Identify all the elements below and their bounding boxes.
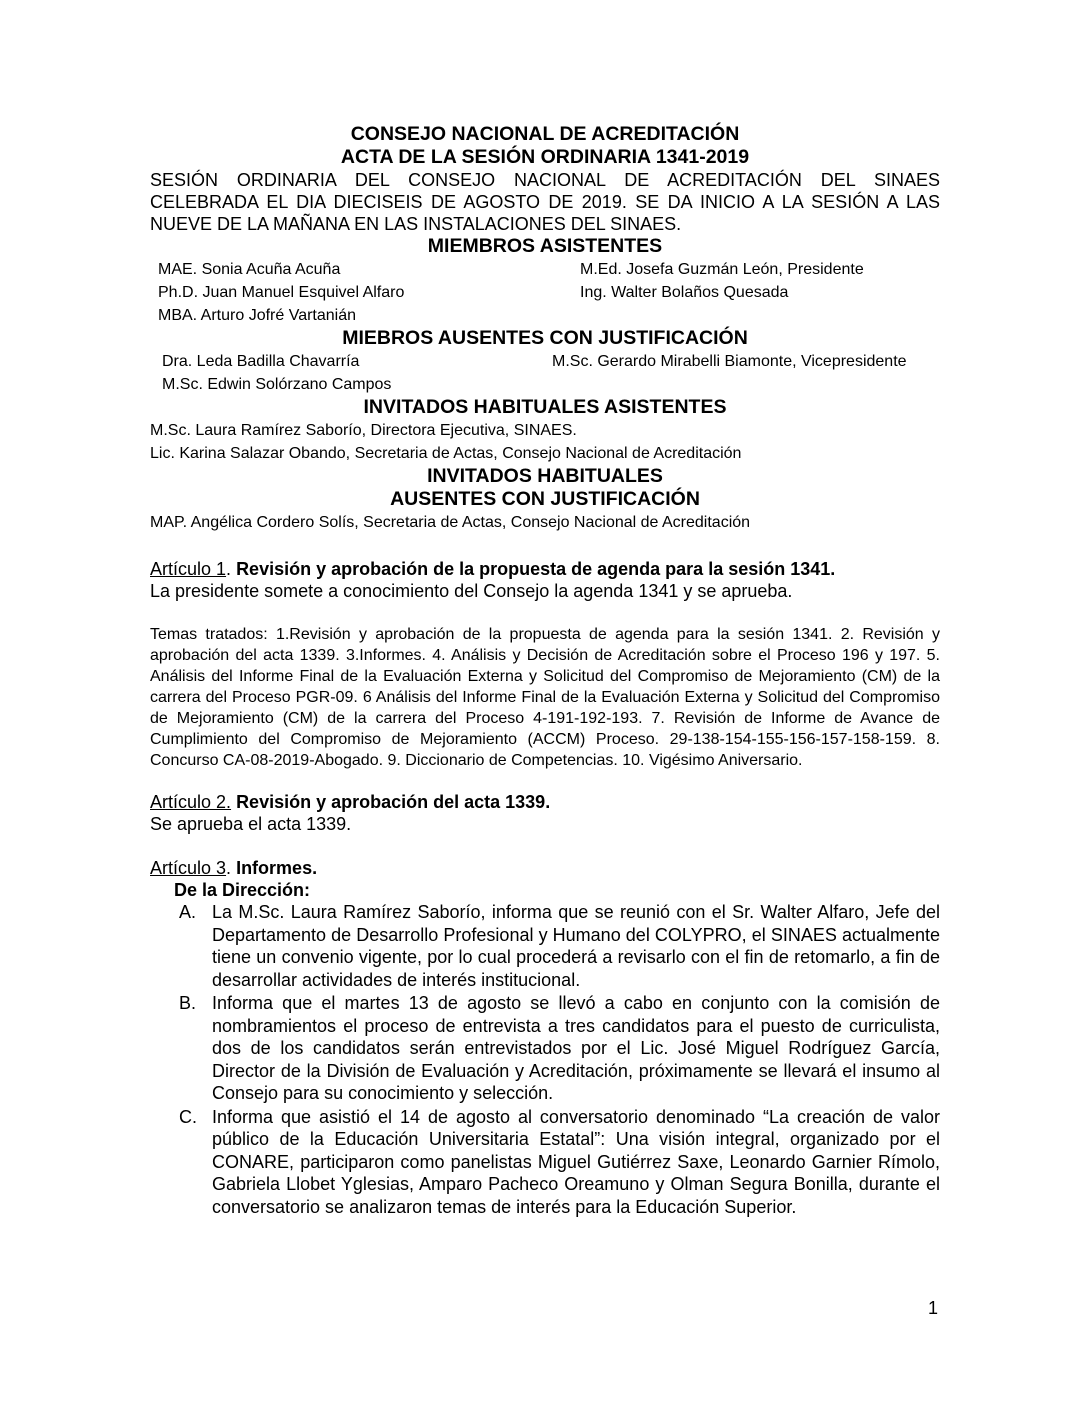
guests-present-list bbox=[150, 419, 940, 465]
guests-present-heading: INVITADOS HABITUALES ASISTENTES bbox=[363, 396, 727, 418]
item-marker: B. bbox=[179, 993, 197, 1013]
member-name: M.Sc. Edwin Solórzano Campos bbox=[162, 376, 392, 393]
present-heading: MIEMBROS ASISTENTES bbox=[427, 235, 663, 257]
guest-name: M.Sc. Laura Ramírez Saborío, Directora Ejecutiva, SINAES. bbox=[150, 422, 577, 439]
article-2-heading bbox=[150, 791, 940, 813]
guests-absent-heading-2: AUSENTES CON JUSTIFICACIÓN bbox=[390, 488, 700, 510]
article-2-title: Revisión y aprobación del acta 1339. bbox=[236, 792, 551, 812]
article-2-label: Artículo 2. bbox=[150, 792, 232, 812]
guests-absent-heading-1: INVITADOS HABITUALES bbox=[427, 465, 663, 487]
list-item bbox=[150, 992, 940, 1105]
article-1-heading: Artículo 1. Revisión y aprobación de la propuesta de agenda para la sesión 1341. bbox=[150, 559, 836, 579]
guest-name: Lic. Karina Salazar Obando, Secretaria de Actas, Consejo Nacional de Acreditación bbox=[150, 445, 742, 462]
member-name: M.Ed. Josefa Guzmán León, Presidente bbox=[580, 261, 864, 278]
item-marker: A. bbox=[179, 902, 197, 922]
topics-list: Temas tratados: 1.Revisión y aprobación de la propuesta de agenda para la sesión 1341. 2. Revisión y aprobación del acta 1339. 3.Informes. 4. Análisis y Decisión de Acreditación sobre el Proceso 196 y 197. 5. Análisis del Informe Final de la Evaluación Externa y Solicitud del Compromiso de Mejoramiento (CM) de la carrera del Proceso PGR-09. 6 Análisis del Informe Final de la Evaluación Externa y Solicitud del Compromiso de Mejoramiento (CM) de la carrera del Proceso 4-191-192-193. 7. Revisión de Informe de Avance de Cumplimiento del Compromiso de Mejoramiento (ACCM) Proceso. 29-138-154-155-156-157-158-159. 8. Concurso CA-08-2019-Abogado. 9. Diccionario de Competencias. 10. Vigésimo Aniversario. bbox=[150, 626, 940, 769]
document-content bbox=[150, 123, 940, 1219]
article-2-body: Se aprueba el acta 1339. bbox=[150, 814, 352, 834]
absent-right-column bbox=[552, 350, 907, 373]
guests-absent-list bbox=[150, 511, 940, 534]
article-3-label: Artículo 3 bbox=[150, 858, 227, 878]
article-1-label: Artículo 1 bbox=[150, 559, 227, 579]
member-name: MBA. Arturo Jofré Vartanián bbox=[158, 307, 357, 324]
report-items bbox=[150, 901, 940, 1218]
absent-left-column bbox=[162, 350, 391, 396]
direction-subheading: De la Dirección: bbox=[174, 880, 311, 900]
guest-name: MAP. Angélica Cordero Solís, Secretaria de Actas, Consejo Nacional de Acreditación bbox=[150, 514, 751, 531]
document-subtitle: ACTA DE LA SESIÓN ORDINARIA 1341-2019 bbox=[340, 146, 750, 168]
present-members bbox=[150, 258, 940, 327]
member-name: M.Sc. Gerardo Mirabelli Biamonte, Vicepresidente bbox=[552, 353, 907, 370]
present-right-column bbox=[580, 258, 864, 304]
present-left-column bbox=[158, 258, 404, 327]
member-name: Ing. Walter Bolaños Quesada bbox=[580, 284, 789, 301]
item-marker: C. bbox=[179, 1106, 197, 1127]
item-text: Informa que el martes 13 de agosto se llevó a cabo en conjunto con la comisión de nombramientos el proceso de entrevista a tres candidatos para el puesto de curriculista, dos de los candidatos serán entrevistados por el Lic. José Miguel Rodríguez García, Director de la División de Evaluación y Acreditación, próximamente se llevará el insumo al Consejo para su conocimiento y selección. bbox=[212, 993, 940, 1103]
absent-heading: MIEBROS AUSENTES CON JUSTIFICACIÓN bbox=[342, 327, 748, 349]
list-item bbox=[150, 1106, 940, 1219]
document-title: CONSEJO NACIONAL DE ACREDITACIÓN bbox=[350, 123, 740, 145]
member-name: MAE. Sonia Acuña Acuña bbox=[158, 261, 341, 278]
session-intro: SESIÓN ORDINARIA DEL CONSEJO NACIONAL DE ACREDITACIÓN DEL SINAES CELEBRADA EL DIA DIECISEIS DE AGOSTO DE 2019. SE DA INICIO A LA SESIÓN A LAS NUEVE DE LA MAÑANA EN LAS INSTALACIONES DEL SINAES. bbox=[150, 170, 940, 234]
article-1-title: Revisión y aprobación de la propuesta de agenda para la sesión 1341. bbox=[236, 559, 836, 579]
page-number: 1 bbox=[928, 1298, 939, 1318]
member-name: Ph.D. Juan Manuel Esquivel Alfaro bbox=[158, 284, 405, 301]
article-3-heading: Artículo 3. Informes. bbox=[150, 858, 318, 878]
article-3-title: Informes. bbox=[236, 858, 318, 878]
article-1-body: La presidente somete a conocimiento del Consejo la agenda 1341 y se aprueba. bbox=[150, 581, 793, 601]
member-name: Dra. Leda Badilla Chavarría bbox=[162, 353, 360, 370]
absent-members bbox=[150, 350, 940, 396]
list-item bbox=[150, 901, 940, 991]
item-text: La M.Sc. Laura Ramírez Saborío, informa que se reunió con el Sr. Walter Alfaro, Jefe del Departamento de Desarrollo Profesional y Humano del COLYPRO, el SINAES actualmente tiene un convenio vigente, por lo cual procederá a revisarlo con el fin de retomarlo, a fin de desarrollar actividades de interés institucional. bbox=[212, 902, 940, 990]
item-text: Informa que asistió el 14 de agosto al conversatorio denominado “La creación de valor público de la Educación Universitaria Estatal”: Una visión integral, organizado por el CONARE, participaron como panelistas Miguel Gutiérrez Saxe, Leonardo Garnier Rímolo, Gabriela Llobet Yglesias, Amparo Pacheco Oreamuno y Olman Segura Bonilla, durante el conversatorio se analizaron temas de interés para la Educación Superior. bbox=[212, 1106, 940, 1217]
